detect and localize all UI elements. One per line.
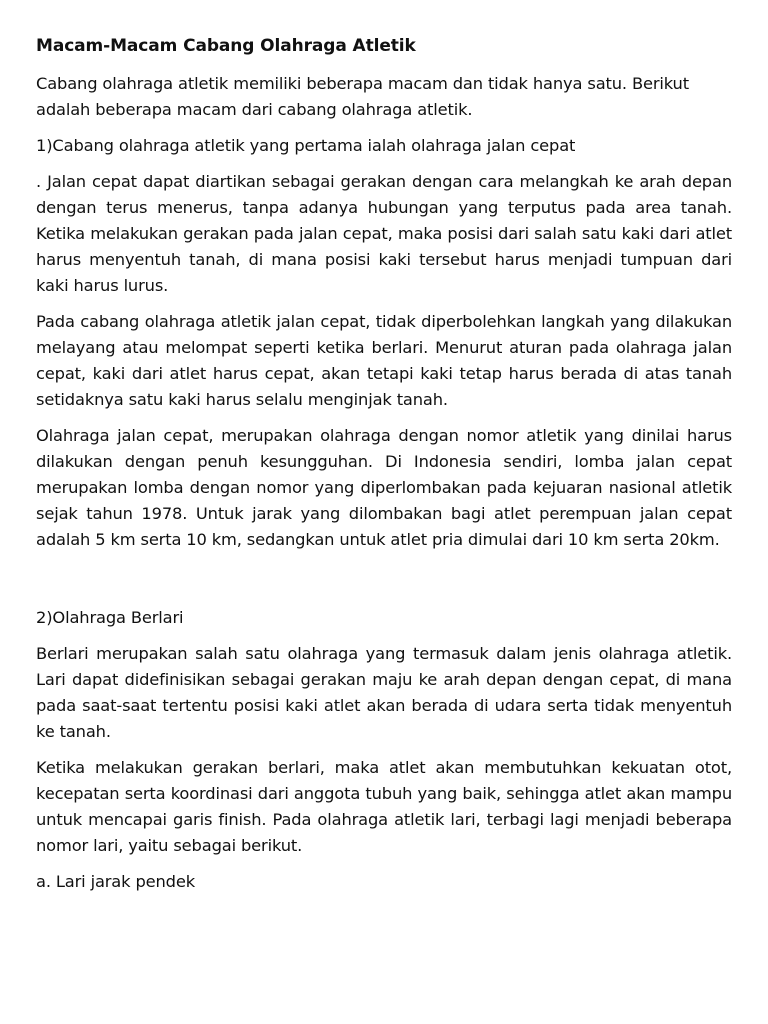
section-2-paragraph-1: Berlari merupakan salah satu olahraga yang termasuk dalam jenis olahraga atletik. Lari dapat didefinisikan sebagai gerakan maju ke arah depan dengan cepat, di mana pada saat-saat tertentu posisi kaki atlet akan berada di udara serta tidak menyentuh ke tanah. <box>36 644 732 741</box>
document-title: Macam-Macam Cabang Olahraga Atletik <box>36 36 416 56</box>
section-2-heading: 2)Olahraga Berlari <box>36 608 184 627</box>
section-1-paragraph-1: . Jalan cepat dapat diartikan sebagai gerakan dengan cara melangkah ke arah depan dengan terus menerus, tanpa adanya hubungan yang terputus pada area tanah. Ketika melakukan gerakan pada jalan cepat, maka posisi dari salah satu kaki dari atlet harus menyentuh tanah, di mana posisi kaki tersebut harus menjadi tumpuan dari kaki harus lurus. <box>36 172 732 295</box>
section-spacer <box>36 563 732 605</box>
section-1-heading: 1)Cabang olahraga atletik yang pertama ialah olahraga jalan cepat <box>36 136 576 155</box>
document-page <box>36 34 732 905</box>
section-2-paragraph-2: Ketika melakukan gerakan berlari, maka atlet akan membutuhkan kekuatan otot, kecepatan serta koordinasi dari anggota tubuh yang baik, sehingga atlet akan mampu untuk mencapai garis finish. Pada olahraga atletik lari, terbagi lagi menjadi beberapa nomor lari, yaitu sebagai berikut. <box>36 758 732 855</box>
list-item-a: a. Lari jarak pendek <box>36 872 195 891</box>
section-1-paragraph-3: Olahraga jalan cepat, merupakan olahraga dengan nomor atletik yang dinilai harus dilakukan dengan penuh kesungguhan. Di Indonesia sendiri, lomba jalan cepat merupakan lomba dengan nomor yang diperlombakan pada kejuaran nasional atletik sejak tahun 1978. Untuk jarak yang dilombakan bagi atlet perempuan jalan cepat adalah 5 km serta 10 km, sedangkan untuk atlet pria dimulai dari 10 km serta 20km. <box>36 426 732 549</box>
section-1-paragraph-2: Pada cabang olahraga atletik jalan cepat, tidak diperbolehkan langkah yang dilakukan melayang atau melompat seperti ketika berlari. Menurut aturan pada olahraga jalan cepat, kaki dari atlet harus cepat, akan tetapi kaki tetap harus berada di atas tanah setidaknya satu kaki harus selalu menginjak tanah. <box>36 312 732 409</box>
intro-paragraph: Cabang olahraga atletik memiliki beberapa macam dan tidak hanya satu. Berikut adalah beberapa macam dari cabang olahraga atletik. <box>36 74 689 119</box>
